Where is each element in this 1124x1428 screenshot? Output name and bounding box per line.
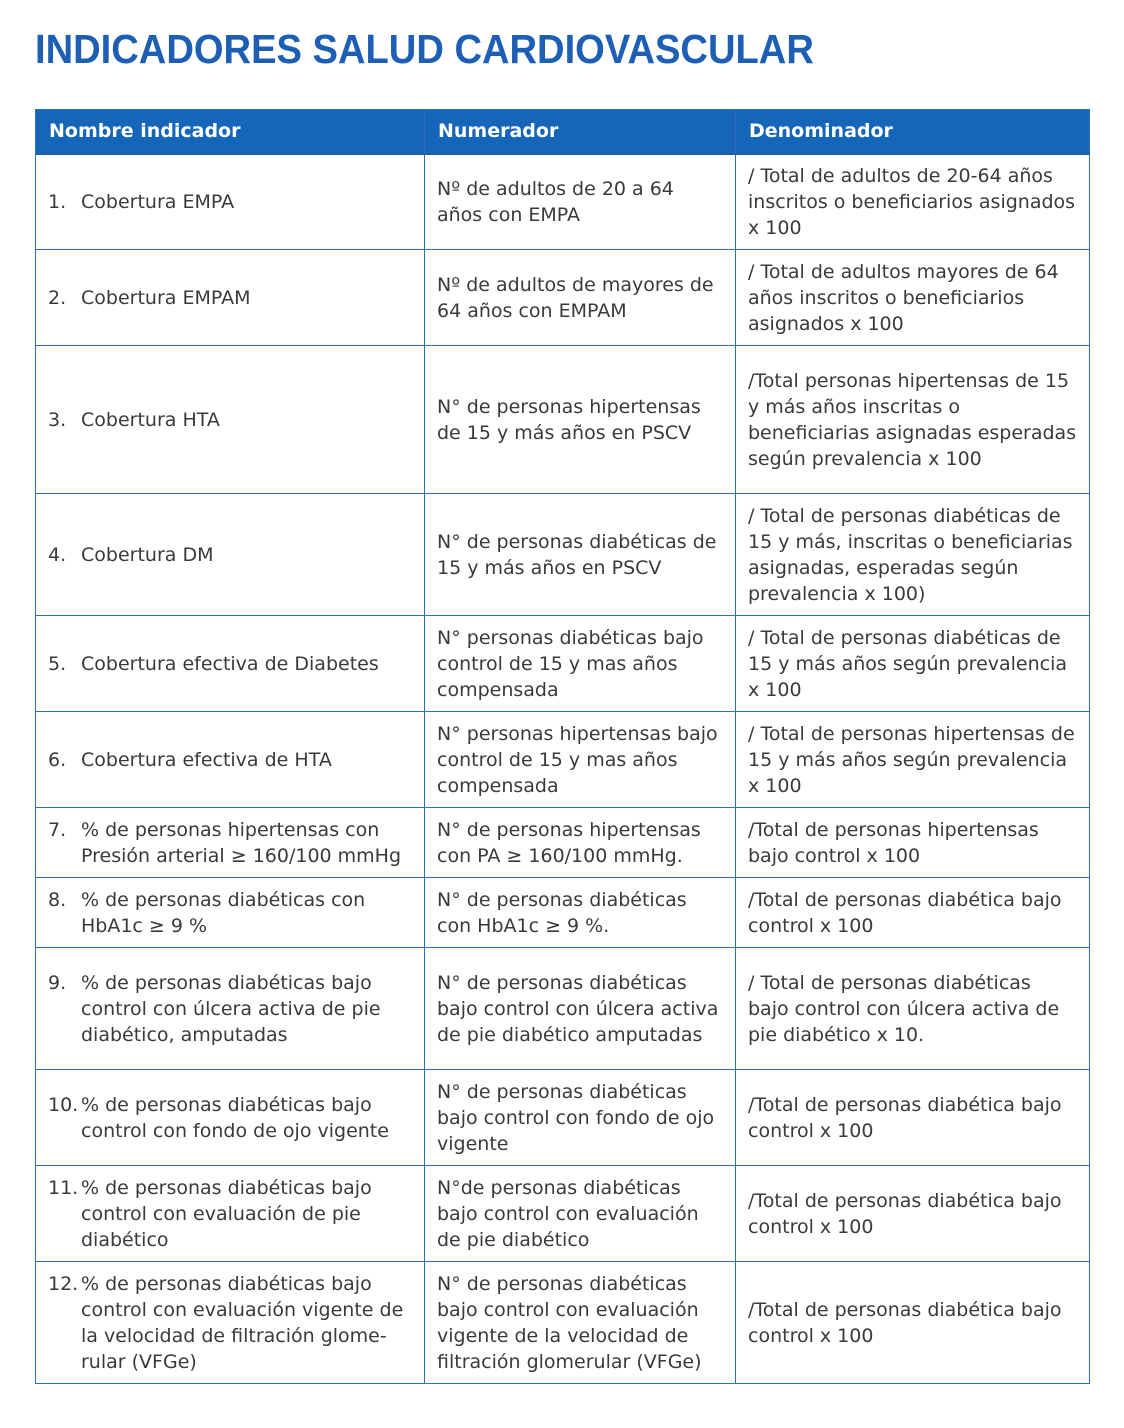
indicator-name: Cobertura efectiva de HTA (81, 748, 332, 771)
denominator-cell: / Total de personas diabéticas de 15 y más años según prevalencia x 100 (736, 616, 1090, 712)
indicator-number: 7. (48, 818, 67, 841)
indicator-name-cell (36, 1070, 425, 1166)
indicator-name-cell (36, 948, 425, 1070)
indicator-name: % de personas diabéticas bajo control con evaluación vigente de la velocidad de filtración glome-rular (VFGe) (81, 1272, 404, 1373)
indicator-number: 4. (48, 543, 67, 566)
denominator-cell: /Total de personas diabética bajo control x 100 (736, 1166, 1090, 1262)
denominator-cell: /Total de personas hipertensas bajo control x 100 (736, 808, 1090, 878)
header-row (36, 110, 1090, 154)
numerator-cell: N° de personas diabéticas bajo control con úlcera activa de pie diabético amputadas (425, 948, 736, 1070)
denominator-cell: /Total de personas diabética bajo control x 100 (736, 878, 1090, 948)
indicator-name: % de personas hipertensas con Presión arterial ≥ 160/100 mmHg (81, 818, 402, 867)
numerator-cell: N° personas diabéticas bajo control de 15 y mas años compensada (425, 616, 736, 712)
indicator-number: 10. (48, 1093, 79, 1116)
indicator-name: % de personas diabéticas bajo control con fondo de ojo vigente (81, 1093, 389, 1142)
table-row (36, 808, 1090, 878)
numerator-cell: Nº de adultos de 20 a 64 años con EMPA (425, 154, 736, 250)
numerator-cell: N° de personas hipertensas de 15 y más años en PSCV (425, 346, 736, 494)
indicator-name: % de personas diabéticas bajo control con úlcera activa de pie diabético, amputadas (81, 971, 381, 1046)
numerator-cell: N° de personas diabéticas bajo control con evaluación vigente de la velocidad de filtración glomerular (VFGe) (425, 1262, 736, 1384)
numerator-cell: N° de personas diabéticas de 15 y más años en PSCV (425, 494, 736, 616)
table-row (36, 1262, 1090, 1384)
numerator-cell: Nº de adultos de mayores de 64 años con EMPAM (425, 250, 736, 346)
denominator-cell: / Total de personas diabéticas de 15 y más, inscritas o beneficiarias asignadas, esperadas según prevalencia x 100) (736, 494, 1090, 616)
indicator-name-cell (36, 250, 425, 346)
indicator-name-cell (36, 1166, 425, 1262)
header-nombre-indicador: Nombre indicador (36, 110, 425, 154)
denominator-cell: / Total de adultos de 20-64 años inscritos o beneficiarios asignados x 100 (736, 154, 1090, 250)
numerator-cell: N° de personas diabéticas bajo control con fondo de ojo vigente (425, 1070, 736, 1166)
indicator-number: 12. (48, 1272, 79, 1295)
table-row (36, 494, 1090, 616)
header-numerador: Numerador (425, 110, 736, 154)
header-denominador: Denominador (736, 110, 1090, 154)
table-row (36, 712, 1090, 808)
denominator-cell: / Total de personas hipertensas de 15 y más años según prevalencia x 100 (736, 712, 1090, 808)
indicators-table (35, 109, 1090, 1384)
numerator-cell: N° de personas hipertensas con PA ≥ 160/100 mmHg. (425, 808, 736, 878)
indicator-number: 3. (48, 408, 67, 431)
indicator-name-cell (36, 808, 425, 878)
denominator-cell: /Total de personas diabética bajo control x 100 (736, 1262, 1090, 1384)
numerator-cell: N° personas hipertensas bajo control de 15 y mas años compensada (425, 712, 736, 808)
table-row (36, 948, 1090, 1070)
indicator-number: 2. (48, 286, 67, 309)
indicator-name-cell (36, 616, 425, 712)
indicator-name: Cobertura efectiva de Diabetes (81, 652, 379, 675)
denominator-cell: /Total de personas diabética bajo control x 100 (736, 1070, 1090, 1166)
indicator-name: % de personas diabéticas con HbA1c ≥ 9 % (81, 888, 366, 937)
indicator-number: 6. (48, 748, 67, 771)
table-row (36, 878, 1090, 948)
indicator-name-cell (36, 1262, 425, 1384)
indicator-number: 8. (48, 888, 67, 911)
table-row (36, 1166, 1090, 1262)
table-row (36, 154, 1090, 250)
indicator-name: Cobertura EMPAM (81, 286, 251, 309)
indicator-name-cell (36, 878, 425, 948)
indicator-name: Cobertura EMPA (81, 190, 235, 213)
numerator-cell: N° de personas diabéticas con HbA1c ≥ 9 %. (425, 878, 736, 948)
table-row (36, 1070, 1090, 1166)
indicator-name-cell (36, 346, 425, 494)
denominator-cell: / Total de adultos mayores de 64 años inscritos o beneficiarios asignados x 100 (736, 250, 1090, 346)
table-row (36, 616, 1090, 712)
indicator-number: 1. (48, 190, 67, 213)
indicator-number: 9. (48, 971, 67, 994)
denominator-cell: /Total personas hipertensas de 15 y más años inscritas o beneficiarias asignadas esperadas según prevalencia x 100 (736, 346, 1090, 494)
indicator-number: 11. (48, 1176, 79, 1199)
indicator-number: 5. (48, 652, 67, 675)
indicator-name: Cobertura HTA (81, 408, 220, 431)
page-title: INDICADORES SALUD CARDIOVASCULAR (35, 26, 814, 72)
numerator-cell: N°de personas diabéticas bajo control con evaluación de pie diabético (425, 1166, 736, 1262)
indicator-name-cell (36, 154, 425, 250)
indicator-name: Cobertura DM (81, 543, 214, 566)
denominator-cell: / Total de personas diabéticas bajo control con úlcera activa de pie diabético x 10. (736, 948, 1090, 1070)
indicator-name-cell (36, 494, 425, 616)
table-row (36, 346, 1090, 494)
indicator-name: % de personas diabéticas bajo control con evaluación de pie diabético (81, 1176, 372, 1251)
indicator-name-cell (36, 712, 425, 808)
table-header (36, 110, 1090, 154)
table-row (36, 250, 1090, 346)
